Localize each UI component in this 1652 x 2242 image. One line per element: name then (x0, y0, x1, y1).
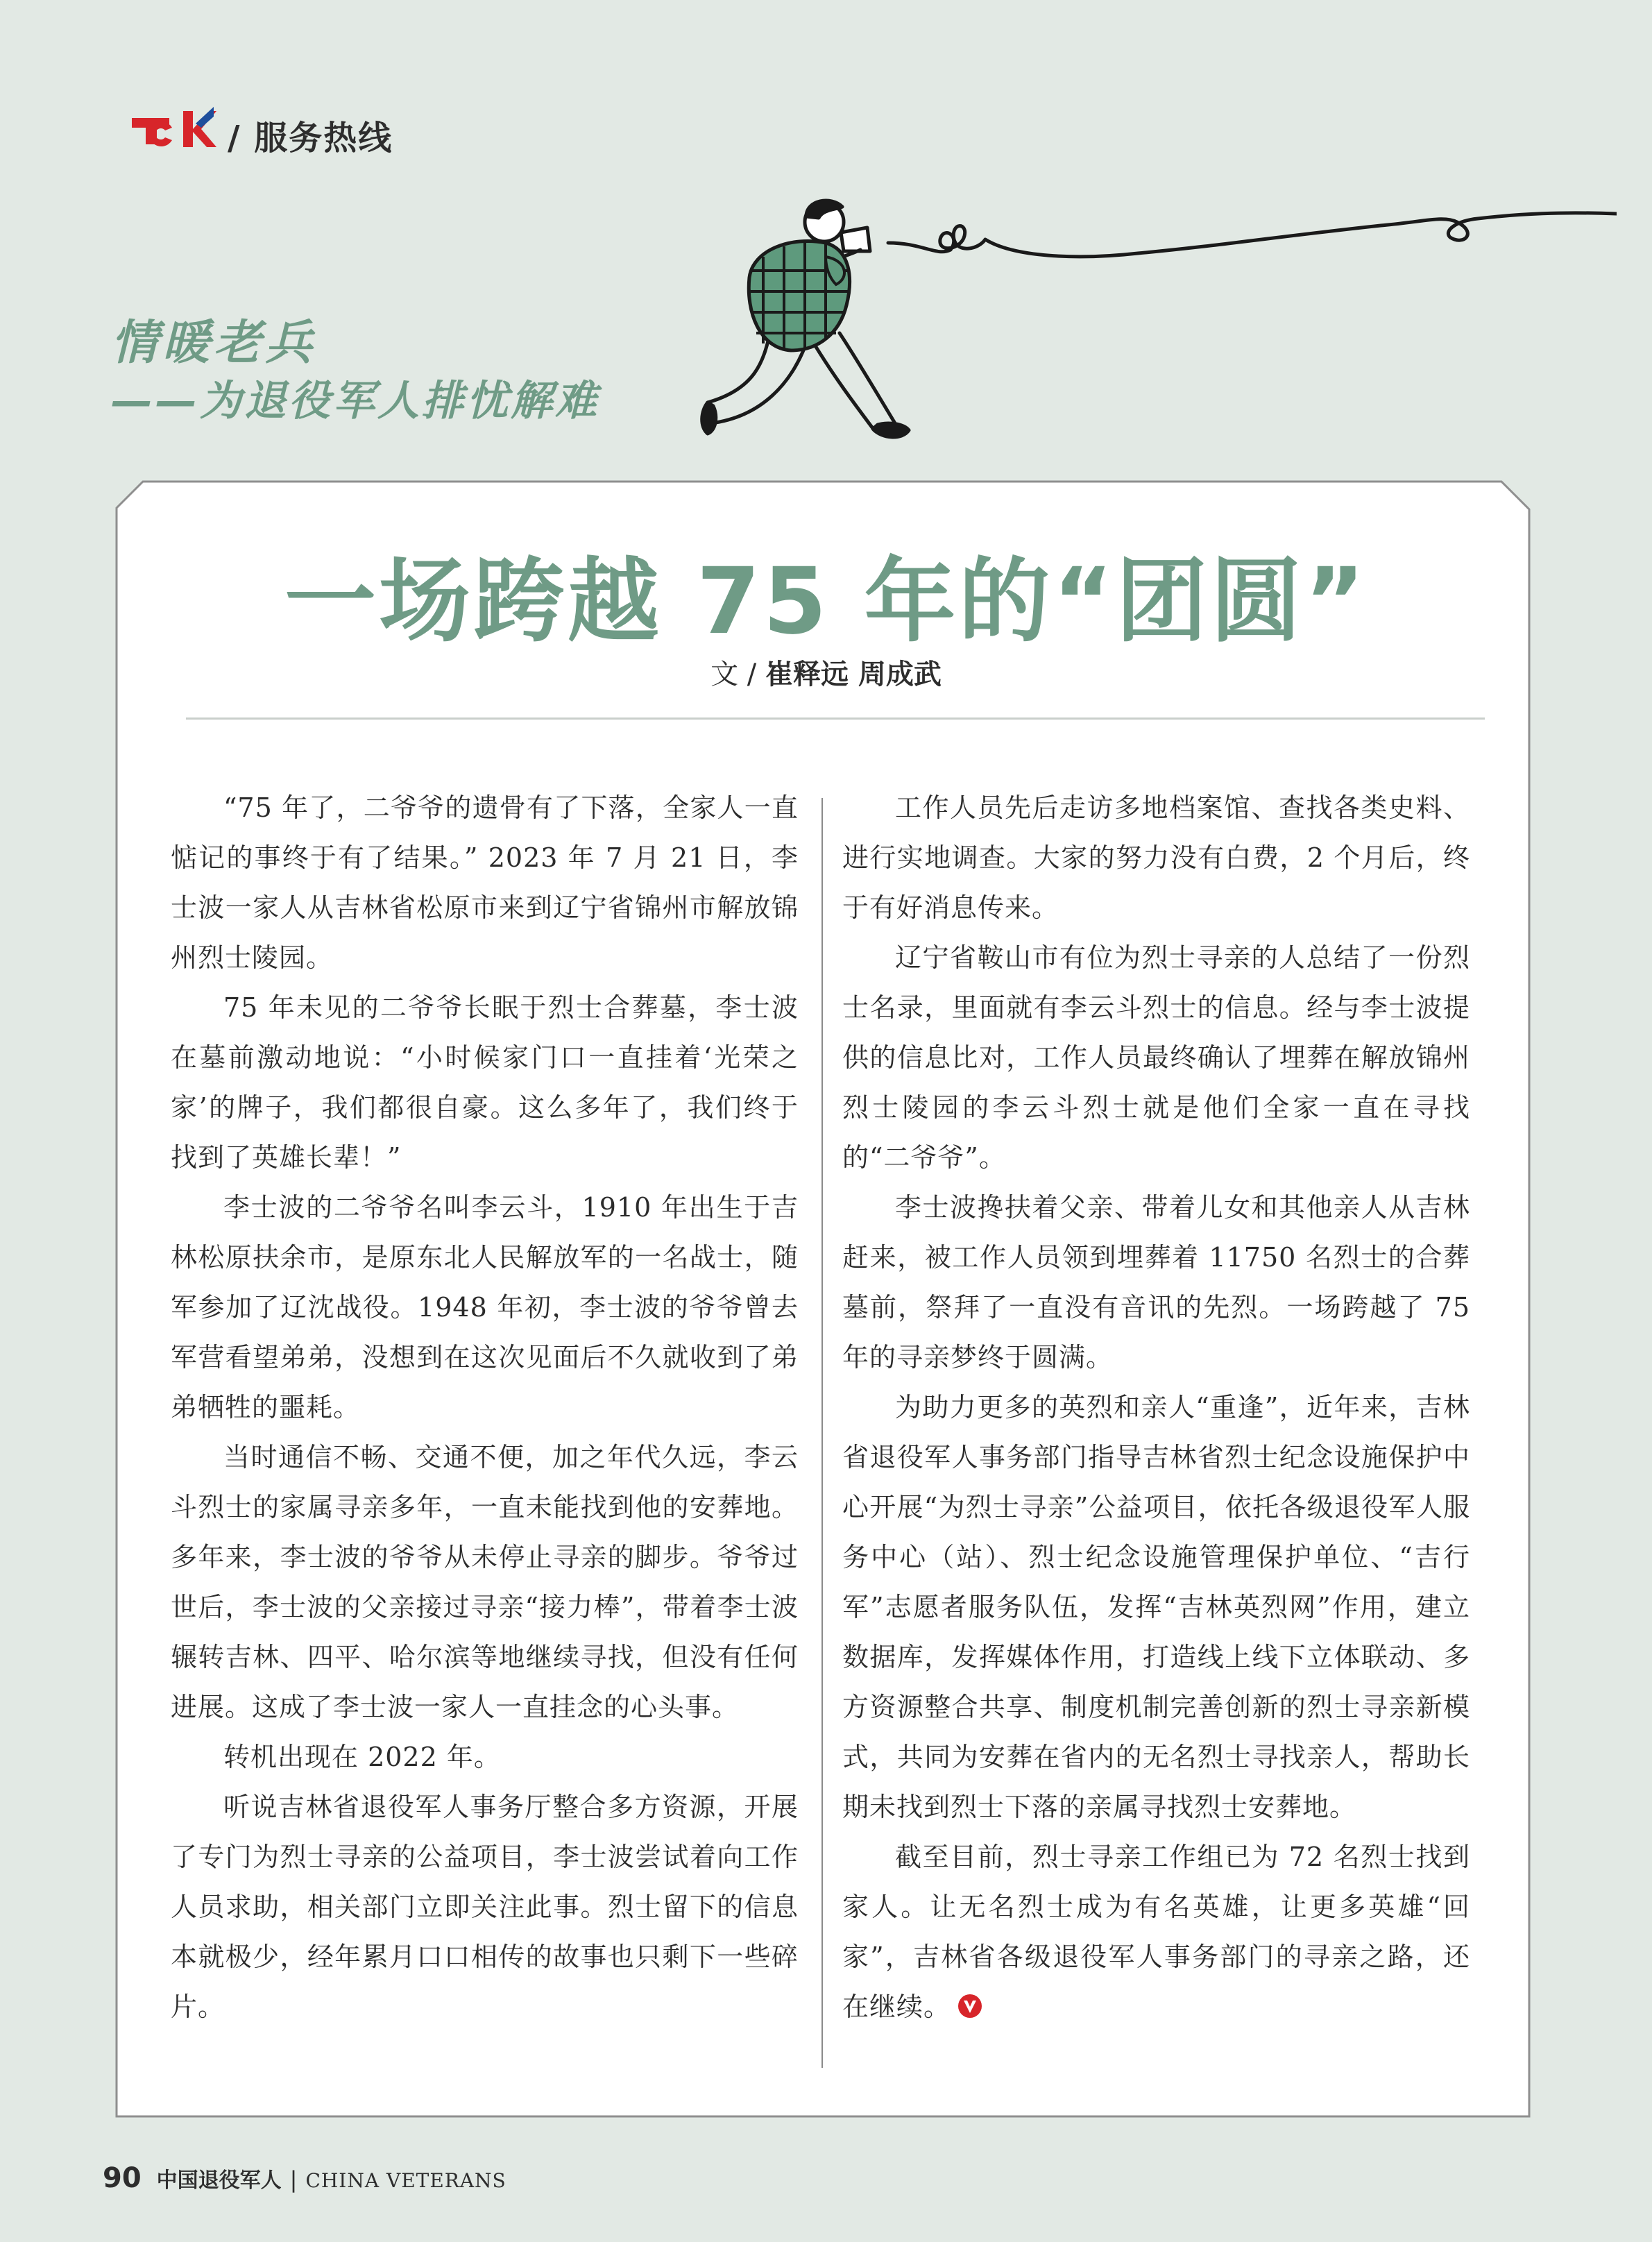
left-column (171, 783, 799, 2032)
final-paragraph-text: 截至目前，烈士寻亲工作组已为 72 名烈士找到家人。让无名烈士成为有名英雄，让更多英雄“回家”，吉林省各级退役军人事务部门的寻亲之路，还在继续。 (842, 1842, 1470, 2022)
paragraph: 为助力更多的英烈和亲人“重逢”，近年来，吉林省退役军人事务部门指导吉林省烈士纪念设施保护中心开展“为烈士寻亲”公益项目，依托各级退役军人服务中心（站）、烈士纪念设施管理保护单位、“吉行军”志愿者服务队伍，发挥“吉林英烈网”作用，建立数据库，发挥媒体作用，打造线上线下立体联动、多方资源整合共享、制度机制完善创新的烈士寻亲新模式，共同为安葬在省内的无名烈士寻找亲人，帮助长期未找到烈士下落的亲属寻找烈士安葬地。 (842, 1392, 1470, 1822)
paragraph: 转机出现在 2022 年。 (223, 1742, 501, 1772)
running-man-illustration (687, 194, 1617, 486)
right-column (842, 783, 1470, 2032)
final-paragraph (842, 1832, 1470, 2032)
paragraph: “75 年了，二爷爷的遗骨有了下落，全家人一直惦记的事终于有了结果。” 2023 年 7 月 21 日，李士波一家人从吉林省松原市来到辽宁省锦州市解放锦州烈士陵园。 (171, 792, 799, 973)
byline (0, 652, 1652, 692)
magazine-name-cn: 中国退役军人 (156, 2168, 282, 2193)
paragraph: 李士波的二爷爷名叫李云斗，1910 年出生于吉林松原扶余市，是原东北人民解放军的一名战士，随军参加了辽沈战役。1948 年初，李士波的爷爷曾去军营看望弟弟，没想到在这次见面后不久就收到了弟弟牺牲的噩耗。 (171, 1192, 799, 1423)
end-mark-icon (957, 1994, 982, 2019)
section-label: / 服务热线 (228, 119, 393, 158)
magazine-logo-icon (129, 104, 218, 154)
page-number: 90 (103, 2162, 142, 2194)
footer-separator: | (289, 2166, 298, 2193)
paragraph: 听说吉林省退役军人事务厅整合多方资源，开展了专门为烈士寻亲的公益项目，李士波尝试着向工作人员求助，相关部门立即关注此事。烈士留下的信息本就极少，经年累月口口相传的故事也只剩下一些碎片。 (171, 1792, 799, 2022)
magazine-name-en: CHINA VETERANS (305, 2169, 506, 2192)
column-subtitle: ——为退役军人排忧解难 (111, 377, 599, 425)
footer (103, 2162, 506, 2194)
column-divider (821, 798, 823, 2068)
byline-prefix: 文 / (710, 659, 765, 690)
column-title: 情暖老兵 (111, 316, 317, 371)
paragraph: 辽宁省鞍山市有位为烈士寻亲的人总结了一份烈士名录，里面就有李云斗烈士的信息。经与李士波提供的信息比对，工作人员最终确认了埋葬在解放锦州烈士陵园的李云斗烈士就是他们全家一直在寻找的“二爷爷”。 (842, 942, 1470, 1173)
paragraph: 75 年未见的二爷爷长眠于烈士合葬墓，李士波在墓前激动地说：“小时候家门口一直挂着‘光荣之家’的牌子，我们都很自豪。这么多年了，我们终于找到了英雄长辈！” (171, 992, 799, 1173)
article-title: 一场跨越 75 年的“团圆” (284, 548, 1368, 655)
paragraph: 李士波搀扶着父亲、带着儿女和其他亲人从吉林赶来，被工作人员领到埋葬着 11750 名烈士的合葬墓前，祭拜了一直没有音讯的先烈。一场跨越了 75 年的寻亲梦终于圆满。 (842, 1192, 1470, 1373)
title-divider (186, 717, 1485, 720)
authors: 崔释远 周成武 (765, 659, 942, 690)
paragraph: 当时通信不畅、交通不便，加之年代久远，李云斗烈士的家属寻亲多年，一直未能找到他的安葬地。多年来，李士波的爷爷从未停止寻亲的脚步。爷爷过世后，李士波的父亲接过寻亲“接力棒”，带着李士波辗转吉林、四平、哈尔滨等地继续寻找，但没有任何进展。这成了李士波一家人一直挂念的心头事。 (171, 1442, 799, 1722)
paragraph: 工作人员先后走访多地档案馆、查找各类史料、进行实地调查。大家的努力没有白费，2 个月后，终于有好消息传来。 (842, 792, 1470, 923)
